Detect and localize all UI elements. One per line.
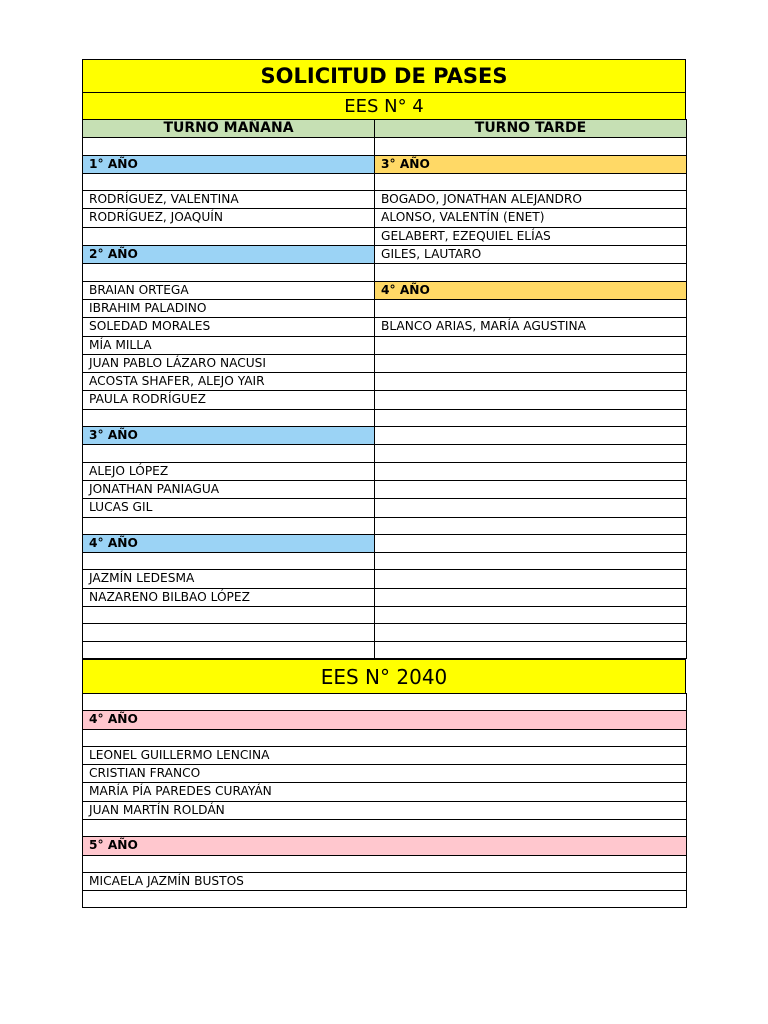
- school2-title: EES N° 2040: [82, 659, 686, 693]
- table-row: [83, 624, 687, 641]
- table-row: [83, 746, 687, 764]
- table-row: [83, 801, 687, 819]
- empty-cell: [375, 391, 687, 409]
- empty-cell: [83, 607, 375, 624]
- student-name: NAZARENO BILBAO LÓPEZ: [83, 588, 375, 606]
- table-row: [83, 445, 687, 462]
- empty-cell: [375, 534, 687, 552]
- table-row: [83, 711, 687, 729]
- empty-cell: [375, 570, 687, 588]
- empty-cell: [375, 336, 687, 354]
- table-row: [83, 837, 687, 855]
- empty-cell: [83, 173, 375, 190]
- table-row: [83, 373, 687, 391]
- table-row: [83, 462, 687, 480]
- table-row: [83, 855, 687, 872]
- table-row: [83, 391, 687, 409]
- empty-cell: [375, 462, 687, 480]
- table-row: [83, 517, 687, 534]
- empty-cell: [375, 607, 687, 624]
- student-name: PAULA RODRÍGUEZ: [83, 391, 375, 409]
- table-row: [83, 534, 687, 552]
- empty-cell: [83, 855, 687, 872]
- turno-tarde-header: TURNO TARDE: [375, 120, 687, 138]
- empty-cell: [375, 445, 687, 462]
- table-row: [83, 891, 687, 908]
- year-header: 4° AÑO: [83, 711, 687, 729]
- table-row: [83, 607, 687, 624]
- table-row: [83, 281, 687, 299]
- student-name: BLANCO ARIAS, MARÍA AGUSTINA: [375, 318, 687, 336]
- table-row: [83, 499, 687, 517]
- empty-cell: [375, 373, 687, 391]
- table-row: [83, 138, 687, 155]
- table-row: [83, 783, 687, 801]
- empty-cell: [83, 138, 375, 155]
- page-title: SOLICITUD DE PASES: [82, 59, 686, 92]
- empty-cell: [375, 517, 687, 534]
- empty-cell: [375, 641, 687, 658]
- student-name: MÍA MILLA: [83, 336, 375, 354]
- empty-cell: [375, 354, 687, 372]
- empty-cell: [83, 445, 375, 462]
- student-name: SOLEDAD MORALES: [83, 318, 375, 336]
- empty-cell: [83, 553, 375, 570]
- student-name: JUAN PABLO LÁZARO NACUSI: [83, 354, 375, 372]
- student-name: GELABERT, EZEQUIEL ELÍAS: [375, 227, 687, 245]
- table-row: [83, 729, 687, 746]
- table-row: [83, 336, 687, 354]
- table-row: [83, 227, 687, 245]
- student-name: GILES, LAUTARO: [375, 246, 687, 264]
- student-name: JONATHAN PANIAGUA: [83, 480, 375, 498]
- empty-cell: [83, 819, 687, 836]
- year-header: 4° AÑO: [375, 281, 687, 299]
- empty-cell: [83, 227, 375, 245]
- table-row: [83, 246, 687, 264]
- school1-table: [82, 119, 687, 659]
- empty-cell: [375, 427, 687, 445]
- student-name: ALEJO LÓPEZ: [83, 462, 375, 480]
- year-header: 5° AÑO: [83, 837, 687, 855]
- student-name: RODRÍGUEZ, JOAQUÍN: [83, 209, 375, 227]
- turno-manana-header: TURNO MAÑANA: [83, 120, 375, 138]
- student-name: JAZMÍN LEDESMA: [83, 570, 375, 588]
- table-row: [83, 264, 687, 281]
- year-header: 1° AÑO: [83, 155, 375, 173]
- student-name: JUAN MARTÍN ROLDÁN: [83, 801, 687, 819]
- table-row: [83, 155, 687, 173]
- empty-cell: [375, 264, 687, 281]
- student-name: BOGADO, JONATHAN ALEJANDRO: [375, 191, 687, 209]
- table-row: [83, 765, 687, 783]
- student-name: MARÍA PÍA PAREDES CURAYÁN: [83, 783, 687, 801]
- empty-cell: [375, 480, 687, 498]
- empty-cell: [375, 409, 687, 426]
- year-header: 4° AÑO: [83, 534, 375, 552]
- table-row: [83, 588, 687, 606]
- student-name: CRISTIAN FRANCO: [83, 765, 687, 783]
- table-row: [83, 318, 687, 336]
- student-name: LEONEL GUILLERMO LENCINA: [83, 746, 687, 764]
- empty-cell: [83, 729, 687, 746]
- empty-cell: [375, 173, 687, 190]
- year-header: 2° AÑO: [83, 246, 375, 264]
- empty-cell: [375, 499, 687, 517]
- empty-cell: [83, 624, 375, 641]
- student-name: RODRÍGUEZ, VALENTINA: [83, 191, 375, 209]
- table-row: [83, 819, 687, 836]
- table-row: [83, 354, 687, 372]
- table-row: [83, 641, 687, 658]
- empty-cell: [375, 624, 687, 641]
- table-row: [83, 427, 687, 445]
- empty-cell: [83, 891, 687, 908]
- student-name: ACOSTA SHAFER, ALEJO YAIR: [83, 373, 375, 391]
- table-row: [83, 191, 687, 209]
- year-header: 3° AÑO: [375, 155, 687, 173]
- empty-cell: [83, 409, 375, 426]
- empty-cell: [375, 553, 687, 570]
- empty-cell: [375, 588, 687, 606]
- table-row: [83, 299, 687, 317]
- empty-cell: [83, 641, 375, 658]
- table-row: [83, 872, 687, 890]
- student-name: IBRAHIM PALADINO: [83, 299, 375, 317]
- empty-cell: [83, 264, 375, 281]
- school2-table: [82, 693, 687, 909]
- table-row: [83, 209, 687, 227]
- empty-cell: [83, 693, 687, 710]
- table-row: [83, 570, 687, 588]
- table-row: [83, 173, 687, 190]
- student-name: LUCAS GIL: [83, 499, 375, 517]
- student-name: ALONSO, VALENTÍN (ENET): [375, 209, 687, 227]
- table-row: [83, 553, 687, 570]
- student-name: BRAIAN ORTEGA: [83, 281, 375, 299]
- spreadsheet: [82, 59, 686, 908]
- school1-title: EES N° 4: [82, 92, 686, 119]
- student-name: MICAELA JAZMÍN BUSTOS: [83, 872, 687, 890]
- table-row: [83, 409, 687, 426]
- empty-cell: [83, 517, 375, 534]
- table-row: [83, 693, 687, 710]
- empty-cell: [375, 299, 687, 317]
- empty-cell: [375, 138, 687, 155]
- table-row: [83, 480, 687, 498]
- year-header: 3° AÑO: [83, 427, 375, 445]
